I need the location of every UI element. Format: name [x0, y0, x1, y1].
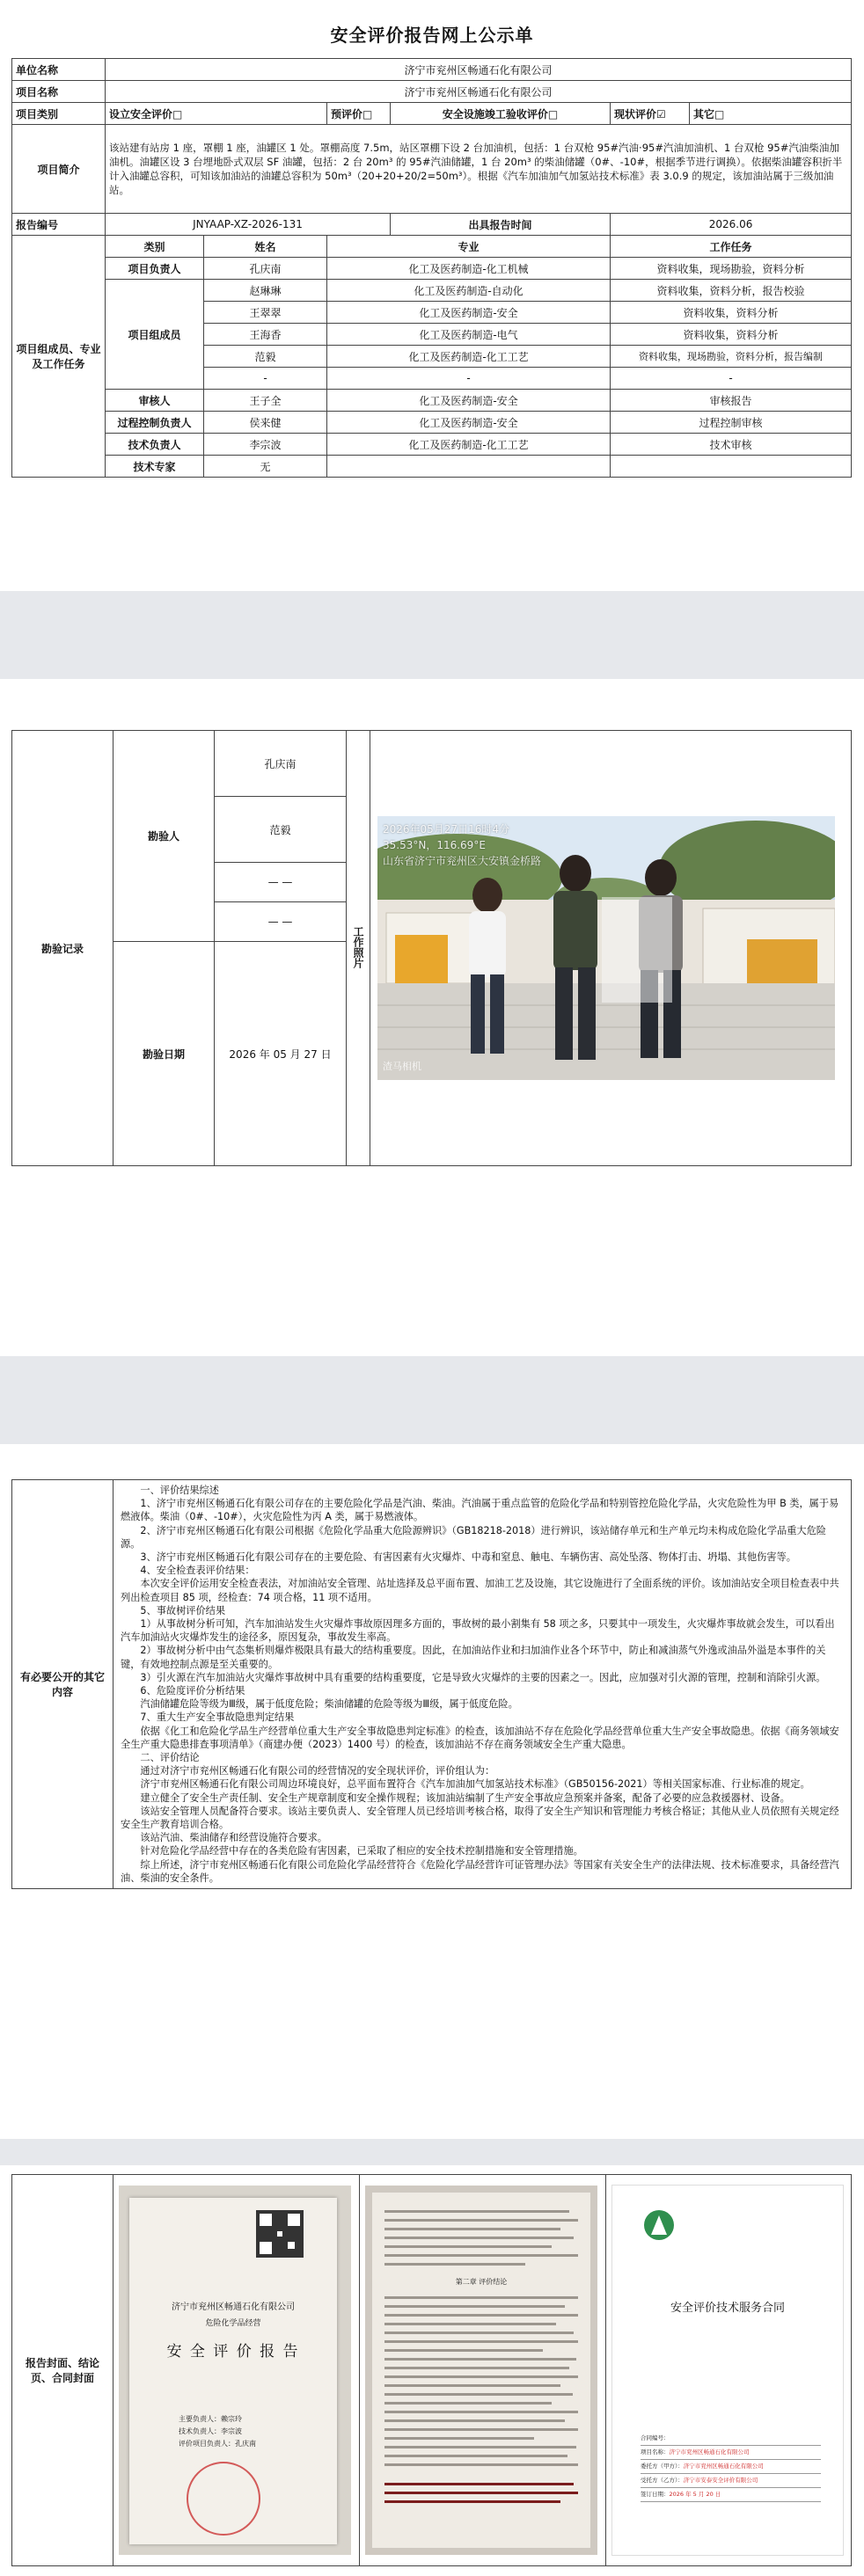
report-cover-photo	[119, 2186, 351, 2555]
paragraph: 2、济宁市兖州区畅通石化有限公司根据《危险化学品重大危险源辨识》（GB18218-2018）进行辨识，该站储存单元和生产单元均未构成危险化学品重大危险源。	[121, 1524, 826, 1550]
disclosure-text	[113, 1480, 852, 1889]
header-task: 工作任务	[611, 236, 852, 258]
row-name: 李宗波	[204, 434, 327, 456]
header-name: 姓名	[204, 236, 327, 258]
paragraph: 1、济宁市兖州区畅通石化有限公司存在的主要危险化学品是汽油、柴油。汽油属于重点监管的危险化学品和特别管控危险化学品，火灾危险性为甲 B 类，属于易燃液体。柴油（0#、-10#），火灾危险性为丙 A 类，属于易燃液体。	[121, 1498, 839, 1523]
contract-field: 合同编号：	[641, 2432, 821, 2446]
conclusion-cell	[360, 2175, 606, 2566]
type-option-other: 其它□	[690, 103, 852, 125]
contract-cover	[611, 2185, 844, 2556]
page-gap	[0, 591, 864, 679]
row-category: 审核人	[106, 390, 204, 412]
paragraph: 3、济宁市兖州区畅通石化有限公司存在的主要危险、有害因素有火灾爆炸、中毒和窒息、触电、车辆伤害、高处坠落、物体打击、坍塌、其他伤害等。	[140, 1551, 796, 1564]
company-logo-icon	[644, 2210, 674, 2240]
surveyor-name: — —	[215, 863, 347, 902]
surveyor-name: 范毅	[215, 797, 347, 863]
cover-subtitle: 危险化学品经营	[205, 2319, 261, 2328]
row-task	[611, 456, 852, 478]
row-name: 王海香	[204, 324, 327, 346]
photo-watermark	[383, 821, 823, 869]
row-task: 资料收集，资料分析	[611, 324, 852, 346]
row-task: 过程控制审核	[611, 412, 852, 434]
header-major: 专业	[327, 236, 611, 258]
paragraph: 3）引火源在汽车加油站火灾爆炸事故树中具有重要的结构重要度，它是导致火灾爆炸的主要的因素之一。因此，应加强对引火源的管理，控制和消除引火源。	[140, 1671, 826, 1683]
paragraph: 汽油储罐危险等级为Ⅲ级，属于低度危险；柴油储罐的危险等级为Ⅲ级，属于低度危险。	[140, 1698, 518, 1711]
brief-text: 该站建有站房 1 座，罩棚 1 座，油罐区 1 处。罩棚高度 7.5m，站区罩棚下设 2 台加油机，包括：1 台双枪 95#汽油·95#汽油加油机、1 台双枪 95#汽油柴油加油机。油罐区设 3 台埋地卧式双层 SF 油罐，包括：2 台 20m³ 的 95#汽油储罐，1 台 20m³ 的柴油储罐（0#、-10#，根据季节进行调换）。依据柴油罐容积折半计入油罐总容积，可知该加油站的油罐总容积为 50m³（20+20+20/2=50m³）。根据《汽车加油加气加氢站技术标准》表 3.0.9 的规定，该加油站属于三级加油站。	[106, 125, 852, 214]
contract-field: 项目名称：济宁市兖州区畅通石化有限公司	[641, 2446, 821, 2460]
row-task: 审核报告	[611, 390, 852, 412]
row-name: 无	[204, 456, 327, 478]
row-category: 技术负责人	[106, 434, 204, 456]
contract-fields	[641, 2432, 821, 2502]
watermark-coords: 35.53°N，116.69°E	[383, 839, 486, 851]
paragraph: 建立健全了安全生产责任制、安全生产规章制度和安全操作规程；该加油站编制了生产安全事故应急预案并备案，配备了必要的应急救援器材、设备。	[140, 1792, 790, 1804]
attachments-label: 报告封面、结论页、合同封面	[12, 2175, 113, 2566]
unit-label: 单位名称	[12, 59, 106, 81]
photo-cell	[370, 731, 852, 1166]
paragraph: 通过对济宁市兖州区畅通石化有限公司的经营情况的安全现状评价，评价组认为：	[140, 1765, 495, 1777]
row-major: 化工及医药制造-化工工艺	[327, 434, 611, 456]
contract-field: 受托方（乙方）：济宁市安泰安全评价有限公司	[641, 2474, 821, 2488]
row-task: 资料收集，现场勘验，资料分析，报告编制	[611, 346, 852, 368]
unit-value: 济宁市兖州区畅通石化有限公司	[106, 59, 852, 81]
project-label: 项目名称	[12, 81, 106, 103]
page-gap	[0, 1356, 864, 1444]
row-major: -	[327, 368, 611, 390]
type-option-status: 现状评价☑	[611, 103, 690, 125]
row-major: 化工及医药制造-安全	[327, 302, 611, 324]
paragraph: 本次安全评价运用安全检查表法，对加油站安全管理、站址选择及总平面布置、加油工艺及设施，其它设施进行了全面系统的评价。该加油站安全项目检查表中共列出检查项目 85 项，经检查：74 项合格，11 项不适用。	[121, 1578, 839, 1603]
paragraph: 4、安全检查表评价结果：	[140, 1565, 255, 1577]
conclusion-heading: 第二章 评价结论	[455, 2278, 508, 2286]
cover-title: 安 全 评 价 报 告	[166, 2343, 300, 2361]
qr-code-icon	[256, 2210, 304, 2258]
conclusion-page-photo	[365, 2186, 597, 2555]
attachments-table	[11, 2174, 852, 2566]
row-major	[327, 456, 611, 478]
contract-field: 委托方（甲方）：济宁市兖州区畅通石化有限公司	[641, 2460, 821, 2474]
cover-line: 主要负责人：赖宗玲	[179, 2415, 242, 2423]
members-section-label: 项目组成员、专业及工作任务	[12, 236, 106, 478]
row-major: 化工及医药制造-电气	[327, 324, 611, 346]
page-gap	[0, 2139, 864, 2165]
row-category: 项目负责人	[106, 258, 204, 280]
paragraph: 该站安全管理人员配备符合要求。该站主要负责人、安全管理人员已经培训考核合格，取得了安全生产知识和管理能力考核合格证；其他从业人员依照有关规定经安全生产教育培训合格。	[121, 1805, 839, 1831]
photo-brand: 渣马相机	[383, 1061, 421, 1072]
date-value: 2026 年 05 月 27 日	[215, 942, 347, 1166]
project-value: 济宁市兖州区畅通石化有限公司	[106, 81, 852, 103]
paragraph: 5、事故树评价结果	[140, 1604, 226, 1616]
page-1	[0, 0, 864, 591]
paragraph: 济宁市兖州区畅通石化有限公司周边环境良好，总平面布置符合《汽车加油加气加氢站技术标准》（GB50156-2021）等相关国家标准、行业标准的规定。	[140, 1778, 810, 1791]
surveyor-name: 孔庆南	[215, 731, 347, 797]
paragraph: 该站汽油、柴油储存和经营设施符合要求。	[140, 1832, 327, 1844]
conclusion-text-lines	[372, 2193, 590, 2548]
info-table	[11, 58, 852, 478]
paragraph: 一、评价结果综述	[140, 1485, 219, 1496]
paragraph: 6、危险度评价分析结果	[140, 1685, 245, 1697]
cover-line: 评价项目负责人：孔庆南	[179, 2440, 256, 2448]
row-major: 化工及医药制造-自动化	[327, 280, 611, 302]
row-name: 王翠翠	[204, 302, 327, 324]
contract-title: 安全评价技术服务合同	[670, 2302, 785, 2315]
survey-table	[11, 730, 852, 1166]
row-major: 化工及医药制造-安全	[327, 390, 611, 412]
cover-company: 济宁市兖州区畅通石化有限公司	[172, 2302, 295, 2312]
row-task: -	[611, 368, 852, 390]
row-task: 资料收集，资料分析	[611, 302, 852, 324]
paragraph: 2）事故树分析中由气态集析则爆炸极限具有最大的结构重要度。因此，在加油站作业和扫加油作业各个环节中，防止和减油蒸气外逸或油品外溢是本事件的关键，有效地控制点源是至关重要的。	[121, 1645, 826, 1670]
row-category: 过程控制负责人	[106, 412, 204, 434]
row-task: 技术审核	[611, 434, 852, 456]
type-option-setup: 设立安全评价□	[106, 103, 327, 125]
row-name: 孔庆南	[204, 258, 327, 280]
disclosure-label: 有必要公开的其它内容	[12, 1480, 113, 1889]
row-major: 化工及医药制造-化工机械	[327, 258, 611, 280]
row-name: 侯来健	[204, 412, 327, 434]
issue-time-label: 出具报告时间	[391, 214, 611, 236]
contract-field: 签订日期：2026 年 5 月 20 日	[641, 2488, 821, 2502]
surveyor-label: 勘验人	[113, 731, 215, 942]
type-label: 项目类别	[12, 103, 106, 125]
photo-label: 工作照片	[347, 731, 370, 1166]
disclosure-table	[11, 1479, 852, 1889]
row-task: 资料收集，现场勘验，资料分析	[611, 258, 852, 280]
paragraph: 依据《化工和危险化学品生产经营单位重大生产安全事故隐患判定标准》的检查，该加油站不存在危险化学品经营单位重大生产安全事故隐患。依据《商务领域安全生产重大隐患排查事项清单》（商建办便（2023）1400 号）的检查，该加油站不存在商务领域安全生产重大隐患。	[121, 1725, 839, 1750]
type-option-pre: 预评价□	[327, 103, 391, 125]
row-name: -	[204, 368, 327, 390]
page-3	[0, 1444, 864, 2139]
official-seal-icon	[187, 2462, 260, 2536]
cover-lines	[179, 2413, 256, 2450]
row-major: 化工及医药制造-化工工艺	[327, 346, 611, 368]
brief-label: 项目简介	[12, 125, 106, 214]
report-no-label: 报告编号	[12, 214, 106, 236]
header-category: 类别	[106, 236, 204, 258]
surveyor-name: — —	[215, 902, 347, 942]
paragraph: 7、重大生产安全事故隐患判定结果	[140, 1711, 295, 1724]
row-name: 范毅	[204, 346, 327, 368]
row-name: 赵琳琳	[204, 280, 327, 302]
page-2	[0, 679, 864, 1356]
date-label: 勘验日期	[113, 942, 215, 1166]
row-name: 王子全	[204, 390, 327, 412]
report-no-value: JNYAAP-XZ-2026-131	[106, 214, 391, 236]
row-category: 技术专家	[106, 456, 204, 478]
cover-cell	[113, 2175, 360, 2566]
row-task: 资料收集，资料分析，报告校验	[611, 280, 852, 302]
work-photo	[377, 816, 835, 1080]
paragraph: 1）从事故树分析可知，汽车加油站发生火灾爆炸事故原因理多方面的，事故树的最小割集有 58 项之多，只要其中一项发生，火灾爆炸事故就会发生，可以看出汽车加油站火灾爆炸发生的途径多，原因复杂，事故发生率高。	[121, 1618, 835, 1644]
cover-line: 技术负责人：李宗波	[179, 2427, 242, 2435]
row-category-group: 项目组成员	[106, 280, 204, 390]
paragraph: 综上所述，济宁市兖州区畅通石化有限公司危险化学品经营符合《危险化学品经营许可证管理办法》等国家有关安全生产的法律法规、技术标准要求，具备经营汽油、柴油的安全条件。	[121, 1858, 839, 1884]
survey-section-label: 勘验记录	[12, 731, 113, 1166]
page-4	[0, 2165, 864, 2576]
paragraph: 二、评价结论	[140, 1752, 200, 1764]
issue-time-value: 2026.06	[611, 214, 852, 236]
watermark-address: 山东省济宁市兖州区大安镇金桥路	[383, 855, 542, 867]
watermark-time: 2026年05月27日16时4分	[383, 823, 509, 836]
type-option-acceptance: 安全设施竣工验收评价□	[391, 103, 611, 125]
paragraph: 针对危险化学品经营中存在的各类危险有害因素，已采取了相应的安全技术控制措施和安全管理措施。	[140, 1845, 583, 1857]
page-title: 安全评价报告网上公示单	[330, 25, 534, 46]
contract-cell	[606, 2175, 852, 2566]
row-major: 化工及医药制造-安全	[327, 412, 611, 434]
